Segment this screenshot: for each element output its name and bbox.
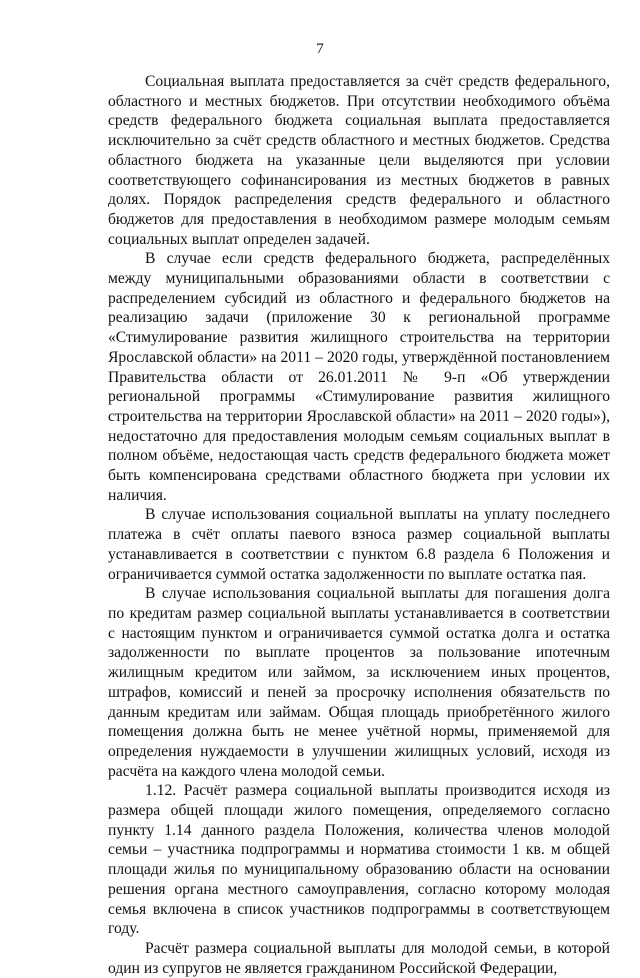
paragraph-last-payment-share: В случае использования социальной выплаты на уплату последнего платежа в счёт оплаты паевого взноса размер социальной выплаты устанавливается в соответствии с пунктом 6.8 раздела 6 Положения и ограничивается суммой остатка задолженности по выплате остатка пая. <box>108 506 610 583</box>
paragraph-non-citizen-spouse: Расчёт размера социальной выплаты для молодой семьи, в которой один из супругов не является гражданином Российской Федерации, <box>108 939 610 977</box>
page-number: 7 <box>316 41 324 57</box>
paragraph-1-12-calculation: 1.12. Расчёт размера социальной выплаты производится исходя из размера общей площади жилого помещения, определяемого согласно пункту 1.14 данного раздела Положения, количества членов молодой семьи – участника подпрограммы и норматива стоимости 1 кв. м общей площади жилья по муниципальному образованию области на основании решения органа местного самоуправления, согласно которому молодая семья включена в список участников подпрограммы в соответствующем году. <box>108 782 610 938</box>
paragraph-loan-repayment: В случае использования социальной выплаты для погашения долга по кредитам размер социальной выплаты устанавливается в соответствии с настоящим пунктом и ограничивается суммой остатка долга и остатка задолженности по выплате процентов за пользование ипотечным жилищным кредитом или займом, за исключением иных процентов, штрафов, комиссий и пеней за просрочку исполнения обязательств по данным кредитам или займам. Общая площадь приобретённого жилого помещения должна быть не менее учётной нормы, применяемой для определения нуждаемости в улучшении жилищных условий, исходя из расчёта на каждого члена молодой семьи. <box>108 585 610 780</box>
paragraph-insufficient-federal-funds: В случае если средств федерального бюджета, распределённых между муниципальными образованиями области в соответствии с распределением субсидий из областного и федерального бюджетов на реализацию задачи (приложение 30 к региональной программе «Стимулирование развития жилищного строительства на территории Ярославской области» на 2011 – 2020 годы, утверждённой постановлением Правительства области от 26.01.2011 № 9-п «Об утверждении региональной программы «Стимулирование развития жилищного строительства на территории Ярославской области» на 2011 – 2020 годы»), недостаточно для предоставления молодым семьям социальных выплат в полном объёме, недостающая часть средств федерального бюджета может быть компенсирована средствами областного бюджета при условии их наличия. <box>108 250 610 504</box>
document-body <box>108 72 610 978</box>
paragraph-social-payment-sources: Социальная выплата предоставляется за счёт средств федерального, областного и местных бюджетов. При отсутствии необходимого объёма средств федерального бюджета социальная выплата предоставляется исключительно за счёт средств областного и местных бюджетов. Средства областного бюджета на указанные цели выделяются при условии соответствующего софинансирования из местных бюджетов в равных долях. Порядок распределения средств федерального и областного бюджетов для предоставления в необходимом размере молодым семьям социальных выплат определен задачей. <box>108 73 610 248</box>
